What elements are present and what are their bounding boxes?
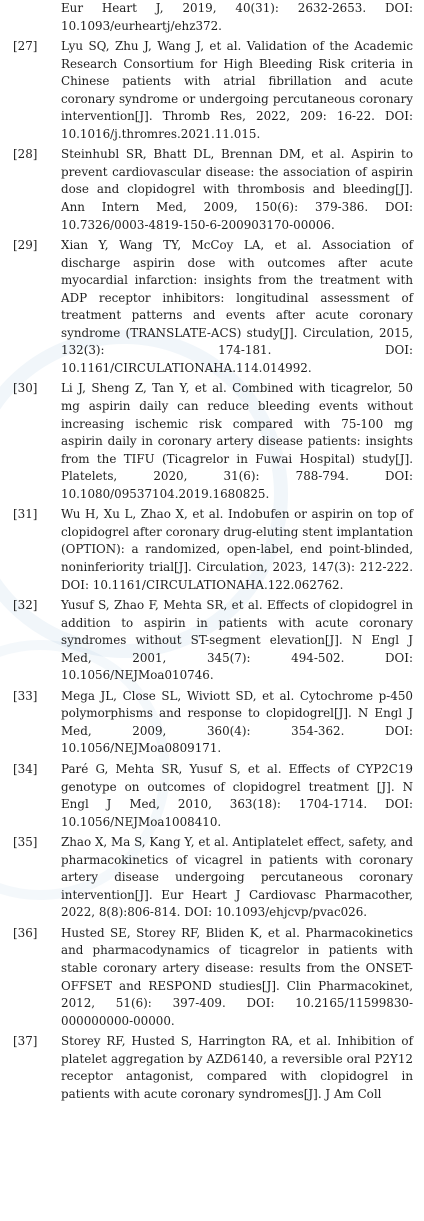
reference-number: [36] xyxy=(13,925,38,940)
reference-number: [28] xyxy=(13,147,38,162)
reference-item xyxy=(0,688,424,758)
reference-text: Storey RF, Husted S, Harrington RA, et al. Inhibition of platelet aggregation by AZD6140, a reversible oral P2Y12 receptor antagonist, compared with clopidogrel in patients with acute coronary syndromes[J]. J Am Coll xyxy=(61,1034,413,1101)
reference-text: Yusuf S, Zhao F, Mehta SR, et al. Effects of clopidogrel in addition to aspirin in patients with acute coronary syndromes without ST-segment elevation[J]. N Engl J Med, 2001, 345(7): 494-502. DOI: 10.1056/NEJMoa010746. xyxy=(61,598,413,683)
reference-item xyxy=(0,146,424,234)
reference-entries xyxy=(0,38,424,1103)
reference-item xyxy=(0,761,424,831)
reference-text: Paré G, Mehta SR, Yusuf S, et al. Effects of CYP2C19 genotype on outcomes of clopidogrel treatment [J]. N Engl J Med, 2010, 363(18): 1704-1714. DOI: 10.1056/NEJMoa1008410. xyxy=(61,761,413,829)
reference-item xyxy=(0,925,424,1030)
reference-item xyxy=(0,237,424,377)
reference-text: Wu H, Xu L, Zhao X, et al. Indobufen or aspirin on top of clopidogrel after coronary drug-eluting stent implantation (OPTION): a randomized, open-label, end point-blinded, noninferiority trial[J]. Circulation, 2023, 147(3): 212-222. DOI: 10.1161/CIRCULATIONAHA.122.062762. xyxy=(61,507,413,592)
reference-item xyxy=(0,38,424,143)
reference-number: [35] xyxy=(13,835,38,850)
reference-text: Mega JL, Close SL, Wiviott SD, et al. Cytochrome p-450 polymorphisms and response to clopidogrel[J]. N Engl J Med, 2009, 360(4): 354-362. DOI: 10.1056/NEJMoa0809171. xyxy=(61,688,413,756)
reference-item xyxy=(0,1033,424,1103)
reference-text: Husted SE, Storey RF, Bliden K, et al. Pharmacokinetics and pharmacodynamics of ticagrelor in patients with stable coronary artery disease: results from the ONSET-OFFSET and RESPOND studies[J]. Clin Pharmacokinet, 2012, 51(6): 397-409. DOI: 10.2165/11599830-000000000-00000. xyxy=(61,925,413,1028)
reference-number: [32] xyxy=(13,598,38,613)
reference-item xyxy=(0,380,424,503)
reference-text: Li J, Sheng Z, Tan Y, et al. Combined with ticagrelor, 50 mg aspirin daily can reduce bleeding events without increasing ischemic risk compared with 75-100 mg aspirin daily in coronary artery disease patients: insights from the TIFU (Ticagrelor in Fuwai Hospital) study[J]. Platelets, 2020, 31(6): 788-794. DOI: 10.1080/09537104.2019.1680825. xyxy=(61,381,413,501)
reference-text: Xian Y, Wang TY, McCoy LA, et al. Association of discharge aspirin dose with outcomes after acute myocardial infarction: insights from the treatment with ADP receptor inhibitors: longitudinal assessment of treatment patterns and events after acute coronary syndrome (TRANSLATE-ACS) study[J]. Circulation, 2015, 132(3): 174-181. DOI: 10.1161/CIRCULATIONAHA.114.014992. xyxy=(61,238,413,375)
reference-number: [30] xyxy=(13,381,38,396)
reference-continuation: Eur Heart J, 2019, 40(31): 2632-2653. DOI: 10.1093/eurheartj/ehz372. xyxy=(61,1,413,33)
reference-item xyxy=(0,506,424,594)
reference-text: Steinhubl SR, Bhatt DL, Brennan DM, et al. Aspirin to prevent cardiovascular disease: the association of aspirin dose and clopidogrel with thrombosis and bleeding[J]. Ann Intern Med, 2009, 150(6): 379-386. DOI: 10.7326/0003-4819-150-6-200903170-00006. xyxy=(61,147,413,232)
reference-item xyxy=(0,834,424,922)
reference-number: [31] xyxy=(13,507,38,522)
reference-text: Zhao X, Ma S, Kang Y, et al. Antiplatelet effect, safety, and pharmacokinetics of vicagrel in patients with coronary artery disease undergoing percutaneous coronary intervention[J]. Eur Heart J Cardiovasc Pharmacother, 2022, 8(8):806-814. DOI: 10.1093/ehjcvp/pvac026. xyxy=(61,835,413,920)
reference-item xyxy=(0,597,424,685)
reference-text: Lyu SQ, Zhu J, Wang J, et al. Validation of the Academic Research Consortium for High Bleeding Risk criteria in Chinese patients with atrial fibrillation and acute coronary syndrome or undergoing percutaneous coronary intervention[J]. Thromb Res, 2022, 209: 16-22. DOI: 10.1016/j.thromres.2021.11.015. xyxy=(61,39,413,141)
reference-number: [29] xyxy=(13,238,38,253)
reference-number: [34] xyxy=(13,761,38,776)
reference-number: [33] xyxy=(13,688,38,703)
reference-number: [27] xyxy=(13,39,38,54)
reference-number: [37] xyxy=(13,1034,38,1049)
